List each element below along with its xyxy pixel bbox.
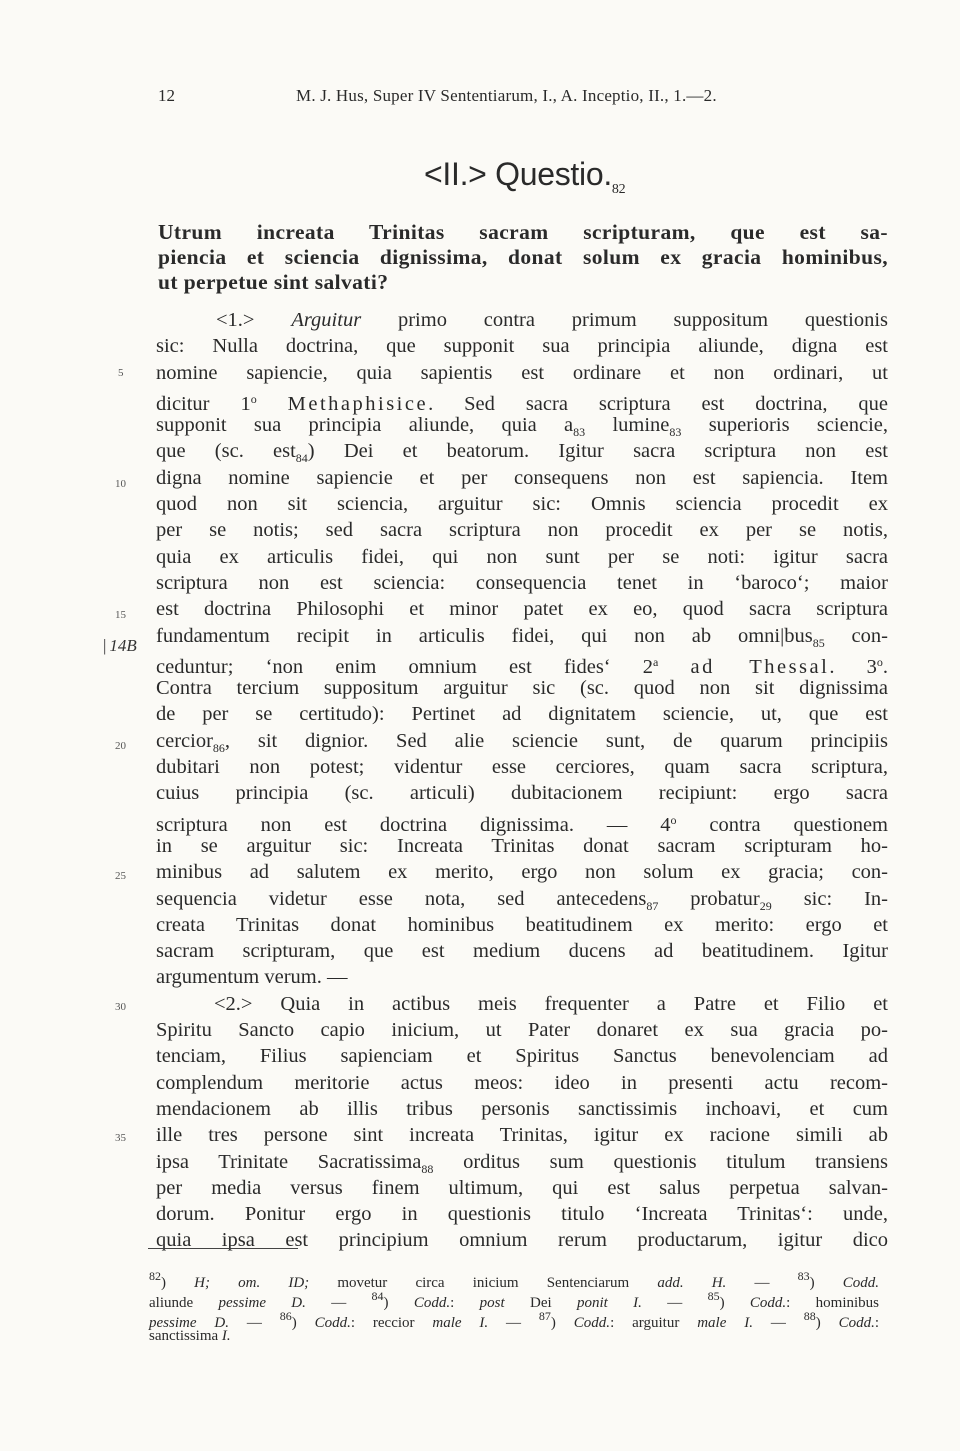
text-span: ) xyxy=(291,1315,315,1331)
text-line: scriptura non est sciencia: consequencia tenet in ‘baroco‘; maior xyxy=(156,571,888,594)
text-span: male I. xyxy=(697,1315,753,1331)
page-number: 12 xyxy=(158,86,175,105)
text-line: mendacionem ab illis tribus personis sanctissimis inchoavi, et cum xyxy=(156,1097,888,1120)
text-span: ipsa Trinitate Sacratissima xyxy=(156,1150,422,1173)
text-span: : reccior xyxy=(350,1315,433,1331)
text-span: ) xyxy=(815,1315,839,1331)
footnote-marker: 86 xyxy=(212,740,225,755)
text-line xyxy=(156,623,888,649)
margin-line-number: 30 xyxy=(115,1001,126,1013)
text-span: I. xyxy=(221,1328,231,1344)
text-span: Codd. xyxy=(838,1315,875,1331)
question-title-line: Utrum increata Trinitas sacram scripturam, que est sa- xyxy=(158,220,888,244)
footnote-marker: 29 xyxy=(759,898,772,913)
text-span: sic: In- xyxy=(771,887,889,910)
text-span: o xyxy=(876,654,883,669)
text-span: : xyxy=(874,1315,880,1331)
text-line: dorum. Ponitur ergo in questionis titulo ‘Increata Trinitas‘: unde, xyxy=(156,1203,888,1226)
question-title-line: ut perpetue sint salvati? xyxy=(158,270,389,294)
text-span: . xyxy=(882,655,888,678)
text-span: primo contra primum suppositum questionis xyxy=(361,309,888,331)
footnote-number: 82 xyxy=(149,1269,161,1283)
footnote-number: 86 xyxy=(279,1309,292,1323)
text-span: Codd. xyxy=(749,1295,787,1311)
text-span: lumine xyxy=(585,414,670,437)
text-line: de per se certitudo): Pertinet ad dignitatem sciencie, ut, que est xyxy=(156,703,888,726)
footnote-line xyxy=(149,1286,879,1311)
text-span: Methaphisice xyxy=(287,392,429,415)
text-span: cercior xyxy=(156,729,213,752)
text-span: — xyxy=(305,1295,372,1311)
text-line: quod non sit sciencia, arguitur sic: Omnis sciencia procedit ex xyxy=(156,493,888,516)
text-line: argumentum verum. — xyxy=(156,966,348,989)
text-span: Dei xyxy=(504,1295,577,1311)
text-line xyxy=(156,412,888,438)
body-text xyxy=(156,307,888,1254)
footnote-marker: 83 xyxy=(669,425,682,440)
text-line: dubitari non potest; videntur esse cerciores, quam sacra scriptura, xyxy=(156,756,888,779)
folio-reference xyxy=(103,636,137,656)
text-line: per media versus finem ultimum, qui est salus perpetua salvan- xyxy=(156,1176,888,1199)
text-span: : hominibus xyxy=(786,1295,879,1311)
text-span: orditus sum questionis titulum transiens xyxy=(433,1150,889,1173)
text-span: — xyxy=(726,1275,798,1291)
text-span: probatur xyxy=(658,887,760,910)
footnote-marker: 84 xyxy=(295,451,308,466)
text-line: quia ex articulis fidei, qui non sunt per se noti: igitur sacra xyxy=(156,545,888,568)
text-line xyxy=(156,438,888,464)
footnote-marker: 88 xyxy=(421,1161,434,1176)
text-line: Contra tercium suppositum arguitur sic (sc. quod non sit dignissima xyxy=(156,677,888,700)
text-span: male I. xyxy=(432,1315,489,1331)
text-span: superioris sciencie, xyxy=(681,414,888,437)
text-span: pessime D. xyxy=(218,1295,306,1311)
page-header xyxy=(158,86,888,110)
text-span: . Sed sacra scriptura est doctrina, que xyxy=(428,392,889,415)
text-span: que (sc. est xyxy=(156,440,296,463)
margin-line-number: 20 xyxy=(115,740,126,752)
text-span: pessime D. xyxy=(149,1315,229,1331)
text-span: : xyxy=(450,1295,480,1311)
text-span: — xyxy=(228,1315,280,1331)
text-span: add. H. xyxy=(657,1275,727,1291)
text-span: Codd. xyxy=(573,1315,611,1331)
text-line xyxy=(156,1149,888,1175)
text-line xyxy=(156,649,888,678)
text-line xyxy=(156,386,889,415)
text-span: <1.> xyxy=(216,309,292,331)
text-line: tenciam, Filius sapienciam et Spiritus Sanctus benevolenciam ad xyxy=(156,1045,888,1068)
text-line: quia ipsa est principium omnium rerum productarum, igitur dico xyxy=(156,1229,888,1252)
text-span: : arguitur xyxy=(610,1315,698,1331)
text-span: Codd. xyxy=(413,1295,451,1311)
text-span: ponit I. xyxy=(576,1295,642,1311)
footnote-marker: 87 xyxy=(646,898,659,913)
text-line: complendum meritorie actus meos: ideo in presenti actu recom- xyxy=(156,1071,888,1094)
footnote-number: 84 xyxy=(371,1289,384,1303)
running-head: M. J. Hus, Super IV Sententiarum, I., A. Inceptio, II., 1.—2. xyxy=(296,86,717,105)
text-span: scriptura non est doctrina dignissima. — 4 xyxy=(156,813,671,836)
text-span: , sit dignior. Sed alie sciencie sunt, de quarum principiis xyxy=(224,729,888,752)
text-span: sanctissima xyxy=(149,1328,222,1344)
text-line: <2.> Quia in actibus meis frequenter a Patre et Filio et xyxy=(214,992,888,1015)
text-span: — xyxy=(488,1315,539,1331)
text-line xyxy=(156,886,888,912)
text-line: sacram scripturam, que est medium ducens ad beatitudinem. Igitur xyxy=(156,940,888,963)
text-span: . 3 xyxy=(829,655,877,678)
footnotes xyxy=(149,1266,879,1346)
section-heading-note: 82 xyxy=(611,182,626,197)
footnote-line xyxy=(149,1266,880,1291)
text-span: ) xyxy=(550,1315,574,1331)
text-span: post xyxy=(479,1295,505,1311)
text-span: Codd. xyxy=(842,1275,880,1291)
text-span: — xyxy=(752,1315,804,1331)
text-span: aliunde xyxy=(149,1295,219,1311)
text-span: dicitur 1 xyxy=(156,392,251,415)
text-line: minibus ad salutem ex merito, ergo non solum ex gracia; con- xyxy=(156,861,888,884)
text-span: Codd. xyxy=(314,1315,351,1331)
text-span: ad Thessal xyxy=(690,655,830,678)
text-span: movetur circa inicium Sentenciarum xyxy=(309,1275,658,1291)
text-span: ) Dei et beatorum. Igitur sacra scriptura non est xyxy=(307,440,888,463)
section-heading-text: <II.> Questio. xyxy=(424,156,612,192)
text-span: supponit sua principia aliunde, quia a xyxy=(156,414,574,437)
text-span: fundamentum recipit in articulis fidei, qui non ab omni|bus xyxy=(156,624,813,647)
folio-bar: | xyxy=(103,636,107,655)
text-line: sic: Nulla doctrina, que supponit sua principia aliunde, digna est xyxy=(156,335,888,358)
text-span: ceduntur; ‘non enim omnium est fides‘ 2 xyxy=(156,655,654,678)
footnote-marker: 83 xyxy=(573,425,586,440)
text-span: a xyxy=(653,654,659,669)
text-line: per se notis; sed sacra scriptura non procedit ex per se notis, xyxy=(156,519,888,542)
footnote-number: 87 xyxy=(538,1309,551,1323)
text-span: ) xyxy=(719,1295,750,1311)
footnote-number: 85 xyxy=(707,1289,720,1303)
text-line: digna nomine sapiencie et per consequens non est sapiencia. Item xyxy=(156,466,888,489)
margin-line-number: 15 xyxy=(115,609,126,621)
footnote-number: 88 xyxy=(803,1309,816,1323)
text-span: H; om. ID; xyxy=(194,1275,310,1291)
question-title xyxy=(158,220,888,295)
question-title-line: piencia et sciencia dignissima, donat solum ex gracia hominibus, xyxy=(158,245,888,269)
text-span: o xyxy=(250,391,257,406)
text-line: in se arguitur sic: Increata Trinitas donat sacram scripturam ho- xyxy=(156,834,888,857)
section-heading xyxy=(424,156,625,198)
text-line: ille tres persone sint increata Trinitas, igitur ex racione simili ab xyxy=(156,1124,888,1147)
text-span: ) xyxy=(809,1275,843,1291)
text-line xyxy=(156,307,888,333)
text-span: ) xyxy=(383,1295,414,1311)
text-line: Spiritu Sancto capio inicium, ut Pater donaret ex sua gracia po- xyxy=(156,1019,888,1042)
text-line: creata Trinitas donat hominibus beatitudinem ex merito: ergo et xyxy=(156,913,888,936)
text-line: est doctrina Philosophi et minor patet ex eo, quod sacra scriptura xyxy=(156,598,888,621)
text-line: cuius principia (sc. articuli) dubitacionem recipiunt: ergo sacra xyxy=(156,782,888,805)
footnote-line xyxy=(149,1306,880,1331)
text-span: — xyxy=(641,1295,708,1311)
text-span: contra questionem xyxy=(676,813,889,836)
folio-reference-text: 14B xyxy=(109,636,137,655)
text-line xyxy=(156,728,888,754)
text-span: sequencia videtur esse nota, sed antecedens xyxy=(156,887,647,910)
footnote-rule xyxy=(148,1248,298,1249)
margin-line-number: 25 xyxy=(115,870,126,882)
margin-line-number: 35 xyxy=(115,1132,126,1144)
text-span: Arguitur xyxy=(291,309,362,331)
footnote-number: 83 xyxy=(797,1269,810,1283)
margin-line-number: 5 xyxy=(118,367,124,379)
text-span: con- xyxy=(824,624,888,647)
text-span: o xyxy=(670,812,677,827)
margin-line-number: 10 xyxy=(115,478,126,490)
text-line xyxy=(156,807,889,836)
text-span: ) xyxy=(161,1275,195,1291)
text-line: nomine sapiencie, quia sapientis est ordinare et non ordinari, ut xyxy=(156,361,888,384)
footnote-marker: 85 xyxy=(812,635,825,650)
